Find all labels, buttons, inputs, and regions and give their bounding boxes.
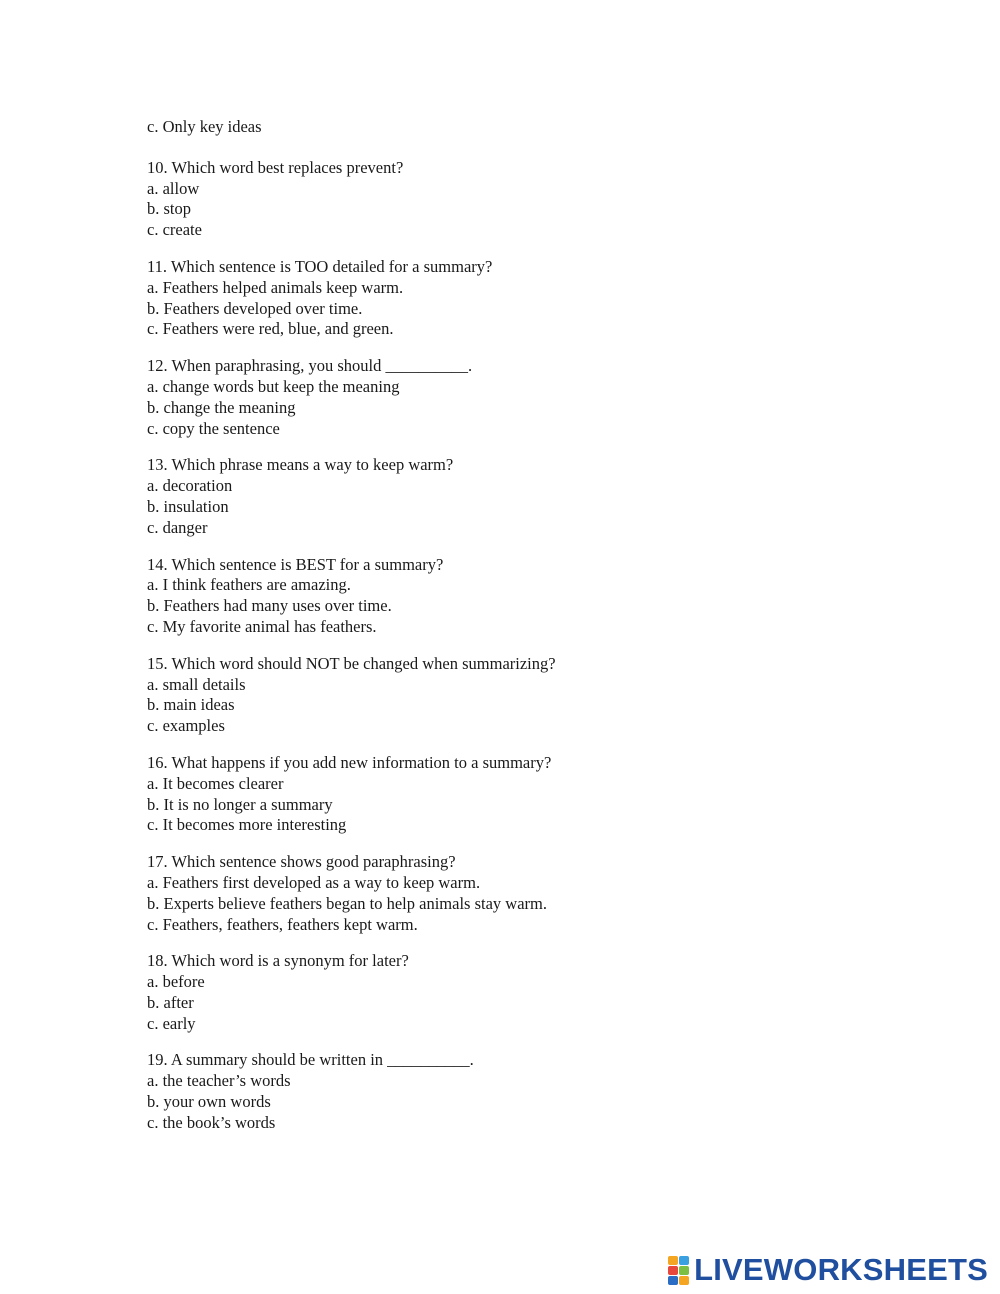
question-text: 13. Which phrase means a way to keep warm? (147, 455, 454, 475)
question-block (147, 951, 847, 1034)
logo-tile (668, 1256, 678, 1265)
answer-option: b. It is no longer a summary (147, 794, 333, 814)
answer-option: c. Feathers, feathers, feathers kept warm. (147, 914, 418, 934)
answer-option: c. My favorite animal has feathers. (147, 616, 377, 636)
liveworksheets-logo (668, 1253, 988, 1287)
answer-option: a. small details (147, 674, 246, 694)
answer-option: c. It becomes more interesting (147, 815, 347, 835)
answer-option: c. early (147, 1013, 196, 1033)
question-text: 10. Which word best replaces prevent? (147, 157, 404, 177)
logo-tile (668, 1276, 678, 1285)
answer-option: c. Feathers were red, blue, and green. (147, 319, 394, 339)
answer-option: a. before (147, 972, 205, 992)
question-block (147, 455, 847, 538)
logo-tile (679, 1266, 689, 1275)
question-block (147, 555, 847, 638)
question-block (147, 753, 847, 836)
answer-option: b. Experts believe feathers began to help animals stay warm. (147, 893, 547, 913)
question-text: 15. Which word should NOT be changed when summarizing? (147, 653, 556, 673)
answer-option: a. change words but keep the meaning (147, 376, 400, 396)
question-block (147, 654, 847, 737)
logo-tile (679, 1256, 689, 1265)
question-block (147, 158, 847, 241)
answer-option: b. Feathers developed over time. (147, 298, 363, 318)
question-list (147, 158, 847, 1134)
answer-option: a. It becomes clearer (147, 773, 284, 793)
worksheet-page (147, 117, 847, 1150)
answer-option: a. decoration (147, 476, 233, 496)
answer-option: b. change the meaning (147, 397, 296, 417)
liveworksheets-logo-icon (668, 1256, 690, 1284)
question-text: 11. Which sentence is TOO detailed for a summary? (147, 256, 493, 276)
logo-tile (679, 1276, 689, 1285)
question-text: 17. Which sentence shows good paraphrasing? (147, 852, 456, 872)
question-block (147, 1050, 847, 1133)
question-text: 14. Which sentence is BEST for a summary? (147, 554, 444, 574)
answer-option: b. Feathers had many uses over time. (147, 596, 392, 616)
answer-option: c. the book’s words (147, 1112, 276, 1132)
answer-option: a. Feathers first developed as a way to keep warm. (147, 872, 481, 892)
answer-option: a. allow (147, 178, 200, 198)
question-text: 12. When paraphrasing, you should __________. (147, 356, 473, 376)
answer-option: b. insulation (147, 496, 229, 516)
answer-option: a. the teacher’s words (147, 1071, 291, 1091)
answer-option: a. Feathers helped animals keep warm. (147, 277, 404, 297)
question-block (147, 257, 847, 340)
logo-tile (668, 1266, 678, 1275)
answer-option: c. examples (147, 716, 225, 736)
answer-option: b. your own words (147, 1092, 271, 1112)
answer-option: a. I think feathers are amazing. (147, 575, 351, 595)
answer-option: c. danger (147, 517, 208, 537)
leading-option: c. Only key ideas (147, 117, 262, 136)
question-block (147, 852, 847, 935)
answer-option: c. create (147, 220, 202, 240)
question-text: 19. A summary should be written in __________. (147, 1050, 474, 1070)
answer-option: b. main ideas (147, 695, 235, 715)
answer-option: c. copy the sentence (147, 418, 280, 438)
question-block (147, 356, 847, 439)
answer-option: b. after (147, 992, 194, 1012)
answer-option: b. stop (147, 199, 192, 219)
question-text: 16. What happens if you add new information to a summary? (147, 752, 552, 772)
logo-text: LIVEWORKSHEETS (694, 1252, 988, 1287)
question-text: 18. Which word is a synonym for later? (147, 951, 409, 971)
